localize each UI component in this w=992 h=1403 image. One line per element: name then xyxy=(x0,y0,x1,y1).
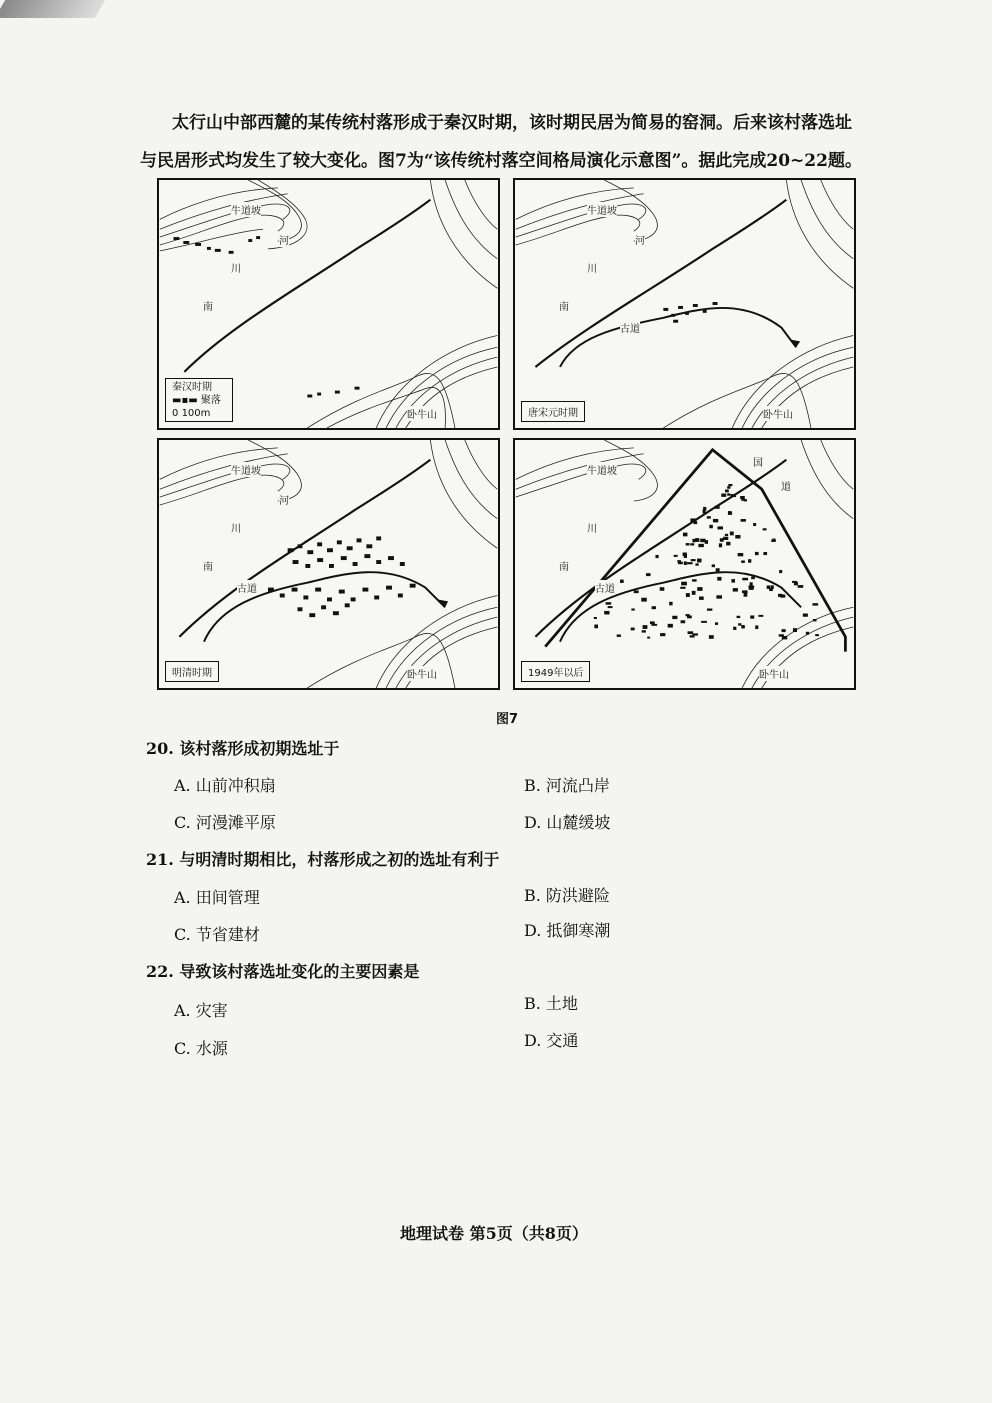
building-block xyxy=(701,621,707,623)
map-panel-tangsongyuan xyxy=(513,178,856,430)
building-block xyxy=(669,602,672,606)
building-block xyxy=(631,628,635,631)
building-block xyxy=(642,630,646,632)
building-block xyxy=(594,617,597,619)
building-block xyxy=(712,564,715,567)
figure-7 xyxy=(157,178,857,690)
settlement-symbol-icon: ▬▪▬ xyxy=(172,395,201,406)
building-block xyxy=(750,615,754,618)
building-block xyxy=(716,568,720,571)
question-22-option-b[interactable]: B. 土地 xyxy=(524,994,578,1013)
building-block xyxy=(650,621,655,624)
building-block xyxy=(641,598,647,602)
legend-period: 秦汉时期 xyxy=(172,382,212,393)
building-block xyxy=(691,559,696,561)
building-block xyxy=(707,516,711,518)
building-block xyxy=(767,585,771,588)
building-block xyxy=(707,608,712,610)
building-block xyxy=(815,634,819,636)
building-block xyxy=(730,532,734,536)
label-river-nan: 南 xyxy=(559,298,569,313)
building-block xyxy=(594,625,598,629)
building-block xyxy=(771,585,774,588)
building-block xyxy=(744,593,748,597)
building-block xyxy=(771,540,776,542)
building-block xyxy=(744,499,747,501)
building-block xyxy=(668,624,673,628)
building-block xyxy=(782,629,786,632)
building-block xyxy=(690,543,694,545)
building-block xyxy=(604,611,609,615)
question-20-option-c[interactable]: C. 河漫滩平原 xyxy=(174,813,276,832)
building-block xyxy=(709,635,714,639)
label-river-chuan: 川 xyxy=(587,260,597,275)
building-block xyxy=(683,533,688,537)
building-block xyxy=(681,582,687,586)
building-block xyxy=(688,631,694,634)
label-river-nan: 南 xyxy=(203,298,213,313)
building-block xyxy=(674,555,678,557)
label-woniushan: 卧牛山 xyxy=(407,666,437,681)
building-block xyxy=(651,624,657,626)
building-block xyxy=(681,620,686,623)
building-block xyxy=(686,593,690,597)
building-block xyxy=(617,634,621,636)
label-woniushan: 卧牛山 xyxy=(763,406,793,421)
building-block xyxy=(646,573,651,576)
label-guodao-dao: 道 xyxy=(781,478,791,493)
building-block xyxy=(692,579,697,581)
question-20-option-d[interactable]: D. 山麓缓坡 xyxy=(524,813,611,832)
question-20-option-a[interactable]: A. 山前冲积扇 xyxy=(174,776,276,795)
question-20-stem: 20. 该村落形成初期选址于 xyxy=(146,739,340,758)
building-block xyxy=(692,591,696,595)
building-block xyxy=(721,494,726,497)
building-block xyxy=(713,519,718,522)
label-river-chuan: 川 xyxy=(231,520,241,535)
building-block xyxy=(631,608,634,610)
question-20-option-b[interactable]: B. 河流凸岸 xyxy=(524,776,610,795)
building-block xyxy=(715,506,720,509)
label-woniushan: 卧牛山 xyxy=(759,666,789,681)
question-21-stem: 21. 与明清时期相比，村落形成之初的选址有利于 xyxy=(146,850,500,869)
legend-scale-dist: 100m xyxy=(181,408,211,419)
map-panel-mingqing xyxy=(157,438,500,690)
building-block xyxy=(779,634,784,636)
building-block xyxy=(758,615,763,617)
building-block xyxy=(723,537,728,540)
building-block xyxy=(643,625,648,629)
building-block xyxy=(813,619,817,621)
building-block xyxy=(730,494,736,497)
map-legend xyxy=(165,378,233,422)
building-block xyxy=(726,542,730,546)
building-block xyxy=(698,544,704,547)
building-block xyxy=(660,633,665,636)
building-block xyxy=(647,637,650,639)
building-block xyxy=(727,486,730,489)
building-block xyxy=(699,596,704,599)
label-river-nan: 南 xyxy=(203,558,213,573)
building-block xyxy=(731,579,735,583)
building-block xyxy=(690,518,696,521)
question-22-stem: 22. 导致该村落选址变化的主要因素是 xyxy=(146,962,420,981)
building-block xyxy=(733,627,736,630)
building-block xyxy=(697,587,702,591)
building-block xyxy=(728,484,732,486)
label-niudaopo: 牛道坡 xyxy=(587,462,617,477)
building-block xyxy=(716,595,722,598)
label-river-he: 河 xyxy=(635,232,645,247)
settlement-dense xyxy=(594,484,819,639)
building-block xyxy=(692,633,698,635)
label-niudaopo: 牛道坡 xyxy=(231,462,261,477)
building-block xyxy=(695,563,698,565)
legend-scale xyxy=(172,407,226,420)
building-block xyxy=(753,523,756,526)
legend-settlement: 聚落 xyxy=(200,395,221,406)
question-22-option-c[interactable]: C. 水源 xyxy=(174,1039,228,1058)
label-river-chuan: 川 xyxy=(231,260,241,275)
building-block xyxy=(738,553,744,556)
building-block xyxy=(763,552,767,555)
building-block xyxy=(728,512,732,514)
intro-line-2: 与民居形式均发生了较大变化。图7为“该传统村落空间格局演化示意图”。据此完成20~22题。 xyxy=(140,151,862,171)
building-block xyxy=(779,570,782,573)
building-block xyxy=(719,543,722,547)
label-river-he: 河 xyxy=(279,492,289,507)
building-block xyxy=(606,602,612,604)
building-block xyxy=(703,507,706,511)
building-block xyxy=(686,543,690,545)
building-block xyxy=(792,581,797,583)
building-block xyxy=(700,539,705,542)
intro-line-1: 太行山中部西麓的某传统村落形成于秦汉时期，该时期民居为简易的窑洞。后来该村落选址 xyxy=(172,113,852,133)
label-gudao: 古道 xyxy=(237,580,257,595)
building-block xyxy=(755,625,758,629)
label-river-chuan: 川 xyxy=(587,520,597,535)
question-21-option-b[interactable]: B. 防洪避险 xyxy=(524,886,610,905)
building-block xyxy=(742,578,748,581)
scan-shadow xyxy=(0,0,105,18)
period-mingqing: 明清时期 xyxy=(165,661,219,682)
label-niudaopo: 牛道坡 xyxy=(231,202,261,217)
map-panel-qinhan xyxy=(157,178,500,430)
building-block xyxy=(812,603,818,605)
building-block xyxy=(741,625,745,628)
building-block xyxy=(692,539,695,542)
question-21-option-c[interactable]: C. 节省建材 xyxy=(174,925,260,944)
building-block xyxy=(751,576,755,579)
label-niudaopo: 牛道坡 xyxy=(587,202,617,217)
question-21-option-d[interactable]: D. 抵御寒潮 xyxy=(524,921,611,940)
building-block xyxy=(742,590,748,593)
building-block xyxy=(727,493,730,495)
building-block xyxy=(677,560,681,562)
building-block xyxy=(683,552,687,556)
building-block xyxy=(690,635,695,637)
building-block xyxy=(655,555,658,558)
period-after1949: 1949年以后 xyxy=(521,661,590,682)
building-block xyxy=(741,560,745,562)
building-block xyxy=(634,590,639,593)
building-block xyxy=(806,632,809,635)
building-block xyxy=(741,519,746,522)
building-block xyxy=(695,538,699,542)
label-river-nan: 南 xyxy=(559,558,569,573)
map-panel-after1949 xyxy=(513,438,856,690)
building-block xyxy=(717,526,723,529)
label-guodao-guo: 国 xyxy=(753,454,763,469)
building-block xyxy=(793,628,797,632)
building-block xyxy=(750,582,753,586)
building-block xyxy=(684,561,687,565)
legend-scale-zero: 0 xyxy=(172,408,179,419)
label-river-he: 河 xyxy=(279,232,289,247)
building-block xyxy=(803,614,808,617)
building-block xyxy=(660,587,665,591)
building-block xyxy=(697,559,702,563)
building-block xyxy=(748,559,751,563)
building-block xyxy=(737,616,741,618)
building-block xyxy=(763,528,767,530)
period-tangsongyuan: 唐宋元时期 xyxy=(521,401,585,422)
building-block xyxy=(780,595,785,598)
question-21-option-a[interactable]: A. 田间管理 xyxy=(174,888,260,907)
label-gudao: 古道 xyxy=(595,580,615,595)
building-block xyxy=(798,585,804,588)
figure-caption: 图7 xyxy=(496,712,519,727)
building-block xyxy=(652,606,656,609)
building-block xyxy=(738,623,741,625)
building-block xyxy=(680,587,685,589)
building-block xyxy=(685,614,689,616)
question-22-option-a[interactable]: A. 灾害 xyxy=(174,1001,228,1020)
building-block xyxy=(717,577,721,581)
intro-paragraph xyxy=(140,104,900,180)
page-footer: 地理试卷 第5页（共8页） xyxy=(400,1224,588,1243)
label-woniushan: 卧牛山 xyxy=(407,406,437,421)
building-block xyxy=(620,580,624,583)
building-block xyxy=(608,606,613,608)
building-block xyxy=(735,535,740,539)
building-block xyxy=(715,622,718,625)
building-block xyxy=(709,525,712,528)
building-block xyxy=(725,490,729,493)
question-22-option-d[interactable]: D. 交通 xyxy=(524,1031,579,1050)
building-block xyxy=(725,534,728,536)
label-gudao: 古道 xyxy=(620,320,640,335)
building-block xyxy=(687,562,693,564)
building-block xyxy=(733,588,738,591)
building-block xyxy=(672,616,677,619)
legend-settlement-row xyxy=(172,394,226,407)
building-block xyxy=(755,552,759,555)
